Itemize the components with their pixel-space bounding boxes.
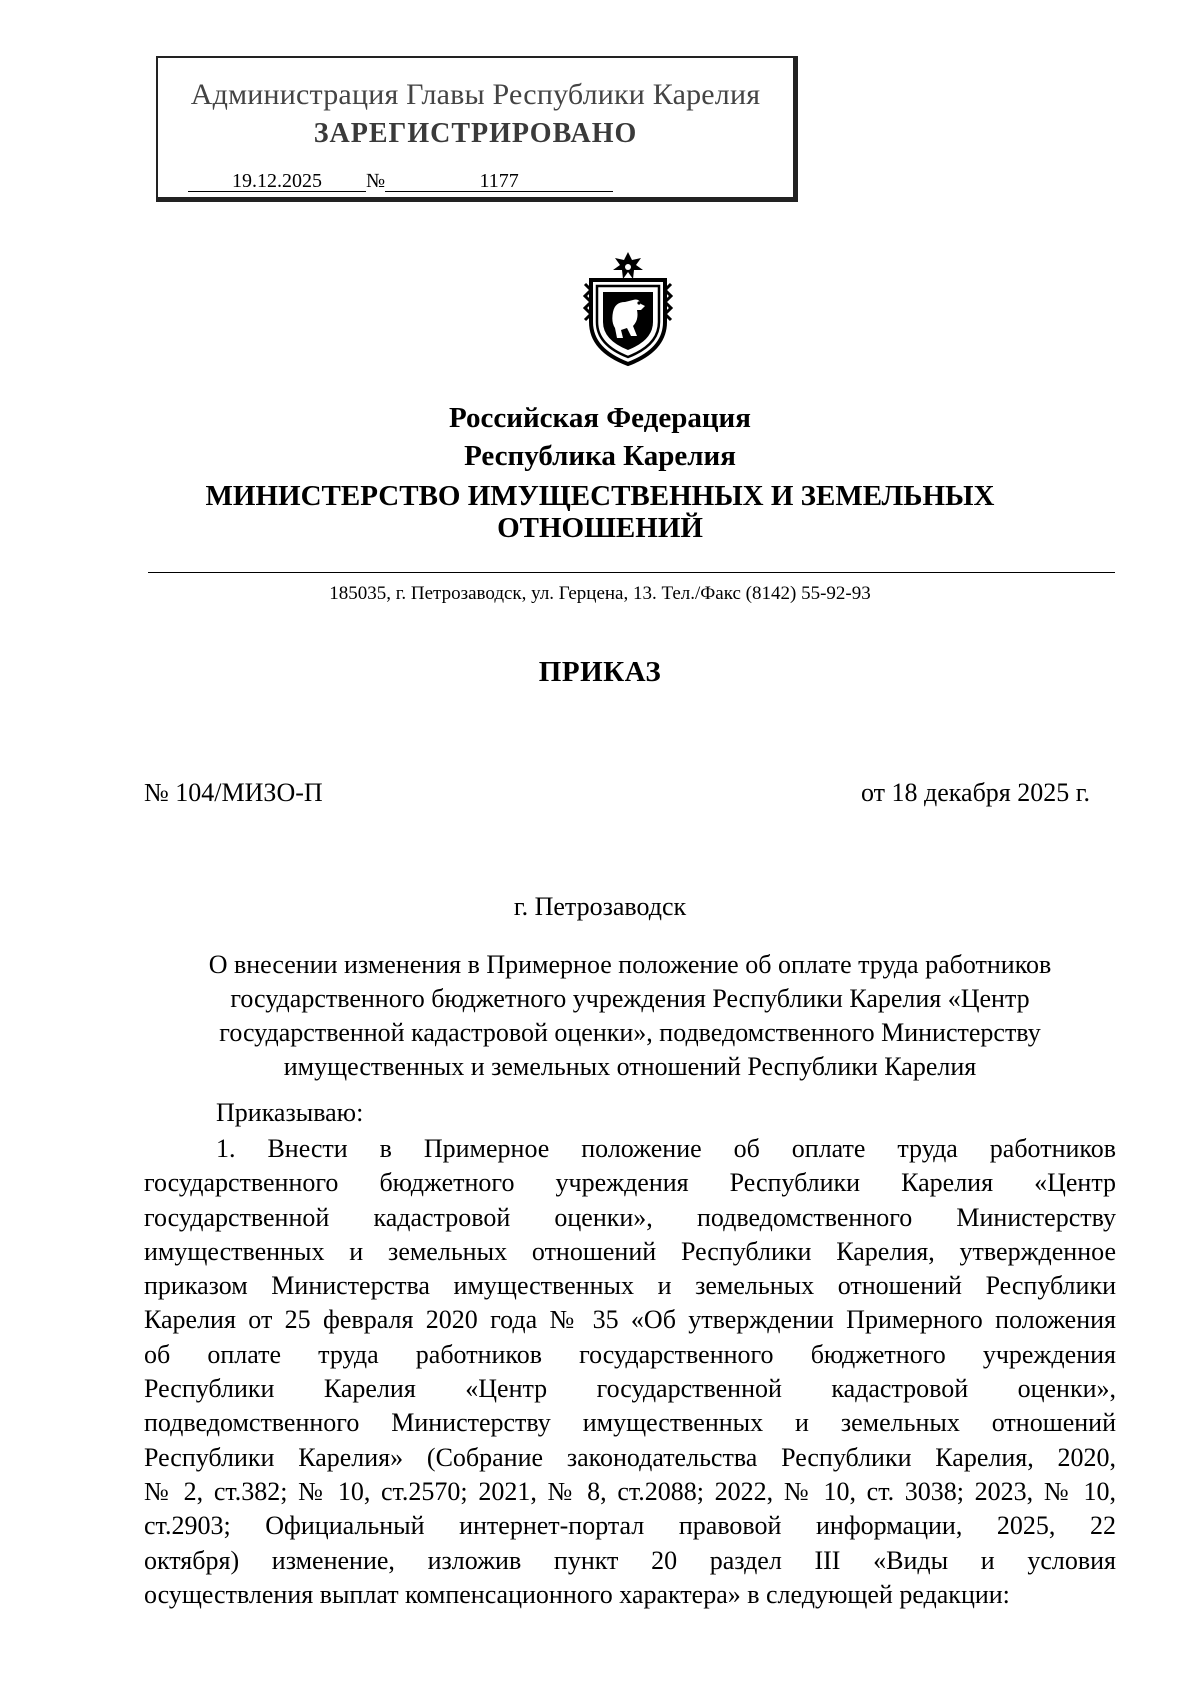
body-line: государственной кадастровой оценки», подведомственного Министерству (144, 1202, 1116, 1232)
order-subject (150, 948, 1110, 1084)
subject-line: имущественных и земельных отношений Республики Карелия (283, 1052, 977, 1081)
order-title: ПРИКАЗ (538, 656, 662, 688)
body-line: 1. Внести в Примерное положение об оплате труда работников (216, 1134, 1116, 1163)
body-line: об оплате труда работников государственного бюджетного учреждения (144, 1339, 1116, 1369)
body-line: Карелия от 25 февраля 2020 года № 35 «Об утверждении Примерного положения (144, 1305, 1116, 1335)
body-line: Республики Карелия «Центр государственной кадастровой оценки», (144, 1374, 1116, 1404)
order-date: от 18 декабря 2025 г. (861, 778, 1090, 807)
body-line: осуществления выплат компенсационного характера» в следующей редакции: (144, 1579, 1010, 1609)
subject-line: государственного бюджетного учреждения Республики Карелия «Центр (230, 984, 1030, 1013)
header-address: 185035, г. Петрозаводск, ул. Герцена, 13. Тел./Факс (8142) 55-92-93 (329, 583, 871, 604)
stamp-registration-line (188, 170, 613, 193)
body-line: Республики Карелия» (Собрание законодательства Республики Карелия, 2020, (144, 1442, 1116, 1472)
header-ministry-line2: ОТНОШЕНИЙ (497, 512, 703, 544)
header-country: Российская Федерация (449, 402, 751, 434)
subject-line: О внесении изменения в Примерное положение об оплате труда работников (208, 950, 1052, 979)
body-line: приказом Министерства имущественных и земельных отношений Республики (144, 1271, 1116, 1301)
stamp-number-sign: № (366, 170, 386, 192)
stamp-date: 19.12.2025 (188, 171, 366, 192)
order-number: № 104/МИЗО-П (144, 778, 323, 807)
body-line: государственного бюджетного учреждения Республики Карелия «Центр (144, 1168, 1116, 1198)
coat-of-arms-icon (581, 250, 675, 368)
order-lead: Приказываю: (216, 1098, 364, 1127)
header-ministry-line1: МИНИСТЕРСТВО ИМУЩЕСТВЕННЫХ И ЗЕМЕЛЬНЫХ (205, 480, 995, 512)
body-line: подведомственного Министерству имущественных и земельных отношений (144, 1408, 1116, 1438)
body-line: № 2, ст.382; № 10, ст.2570; 2021, № 8, ст.2088; 2022, № 10, ст. 3038; 2023, № 10, (144, 1476, 1116, 1506)
stamp-number: 1177 (385, 171, 613, 192)
registration-stamp (156, 56, 798, 202)
stamp-organization: Администрация Главы Республики Карелия (190, 78, 761, 111)
body-line: октября) изменение, изложив пункт 20 раздел III «Виды и условия (144, 1545, 1116, 1575)
header-region: Республика Карелия (464, 440, 736, 472)
order-body (144, 1132, 1116, 1612)
order-city: г. Петрозаводск (513, 892, 687, 921)
body-line: имущественных и земельных отношений Республики Карелия, утвержденное (144, 1236, 1116, 1266)
stamp-status: ЗАРЕГИСТРИРОВАНО (313, 118, 638, 149)
header-divider (148, 572, 1115, 573)
subject-line: государственной кадастровой оценки», подведомственного Министерству (219, 1018, 1041, 1047)
body-line: ст.2903; Официальный интернет-портал правовой информации, 2025, 22 (144, 1511, 1116, 1541)
